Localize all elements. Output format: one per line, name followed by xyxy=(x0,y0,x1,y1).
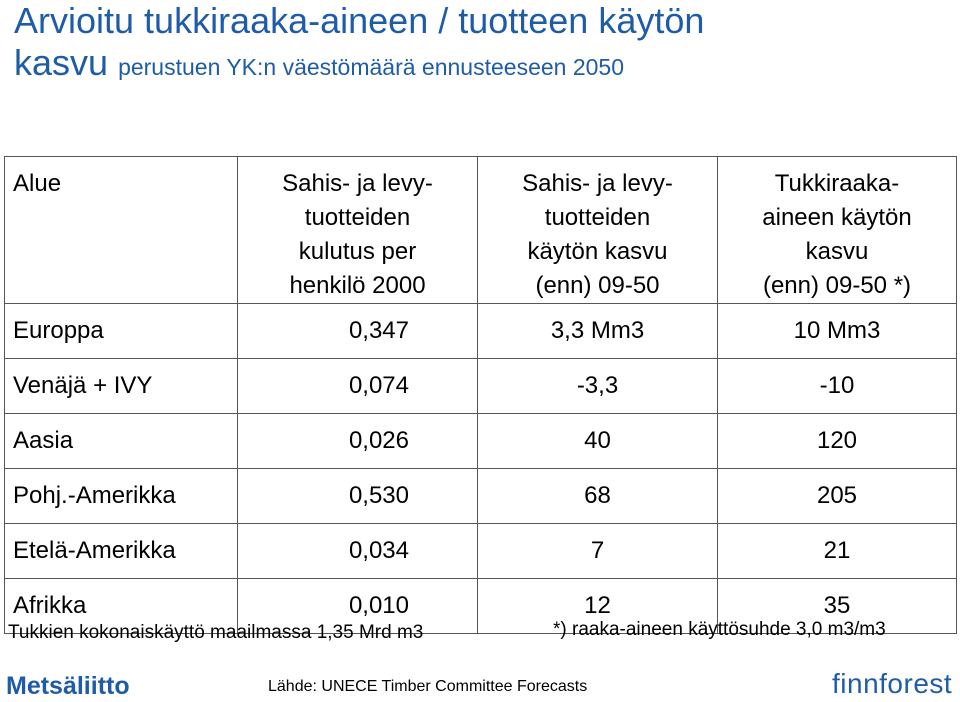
product-growth-cell: 3,3 Mm3 xyxy=(478,304,718,359)
title-line-1: Arvioitu tukkiraaka-aineen / tuotteen käytön xyxy=(14,0,705,41)
raw-growth-cell: 120 xyxy=(718,414,957,469)
per-capita-cell: 0,010 xyxy=(238,579,478,634)
header-line: tuotteiden xyxy=(544,204,651,231)
title-line-2-main: kasvu xyxy=(14,42,109,83)
header-per-capita xyxy=(238,157,478,304)
region-cell: Europpa xyxy=(5,304,238,359)
region-cell: Pohj.-Amerikka xyxy=(5,469,238,524)
product-growth-cell: 68 xyxy=(478,469,718,524)
header-line: (enn) 09-50 *) xyxy=(762,272,912,299)
header-line: Sahis- ja levy- xyxy=(282,170,433,197)
raw-growth-cell: 21 xyxy=(718,524,957,579)
per-capita-cell: 0,026 xyxy=(238,414,478,469)
per-capita-cell: 0,530 xyxy=(238,469,478,524)
header-line: Tukkiraaka- xyxy=(774,170,900,197)
region-cell: Aasia xyxy=(5,414,238,469)
product-growth-cell: -3,3 xyxy=(478,359,718,414)
region-cell: Etelä-Amerikka xyxy=(5,524,238,579)
header-line: henkilö 2000 xyxy=(289,272,426,299)
header-line: kulutus per xyxy=(298,238,417,265)
raw-growth-cell: 35 xyxy=(718,579,957,634)
per-capita-cell: 0,034 xyxy=(238,524,478,579)
table-row xyxy=(5,469,957,524)
region-cell: Venäjä + IVY xyxy=(5,359,238,414)
growth-table xyxy=(4,156,957,634)
header-line: Sahis- ja levy- xyxy=(522,170,673,197)
product-growth-cell: 40 xyxy=(478,414,718,469)
header-line: aineen käytön xyxy=(762,204,912,231)
header-line: (enn) 09-50 xyxy=(535,272,660,299)
raw-growth-cell: 10 Mm3 xyxy=(718,304,957,359)
header-line: tuotteiden xyxy=(304,204,411,231)
per-capita-cell: 0,074 xyxy=(238,359,478,414)
region-cell: Afrikka xyxy=(5,579,238,634)
title-subtitle: perustuen YK:n väestömäärä ennusteeseen 2050 xyxy=(118,54,625,80)
table-row xyxy=(5,304,957,359)
per-capita-cell: 0,347 xyxy=(238,304,478,359)
table-row xyxy=(5,524,957,579)
header-region xyxy=(5,157,238,304)
raw-growth-cell: -10 xyxy=(718,359,957,414)
header-region-label: Alue xyxy=(13,170,62,197)
table-row xyxy=(5,414,957,469)
header-line: kasvu xyxy=(805,238,869,265)
source-note: Lähde: UNECE Timber Committee Forecasts xyxy=(268,678,588,695)
product-growth-cell: 12 xyxy=(478,579,718,634)
header-product-growth xyxy=(478,157,718,304)
table-header-row xyxy=(5,157,957,304)
metsaliitto-logo: Metsäliitto xyxy=(6,672,130,700)
finnforest-logo: finnforest xyxy=(832,668,953,699)
title-line-2 xyxy=(14,42,704,88)
header-line: käytön kasvu xyxy=(527,238,668,265)
slide-title xyxy=(14,0,704,88)
raw-growth-cell: 205 xyxy=(718,469,957,524)
header-raw-growth xyxy=(718,157,957,304)
product-growth-cell: 7 xyxy=(478,524,718,579)
footnote-total-usage: Tukkien kokonaiskäyttö maailmassa 1,35 Mrd m3 xyxy=(8,622,424,643)
table-row xyxy=(5,359,957,414)
footnote-conversion-ratio: *) raaka-aineen käyttösuhde 3,0 m3/m3 xyxy=(553,619,886,640)
